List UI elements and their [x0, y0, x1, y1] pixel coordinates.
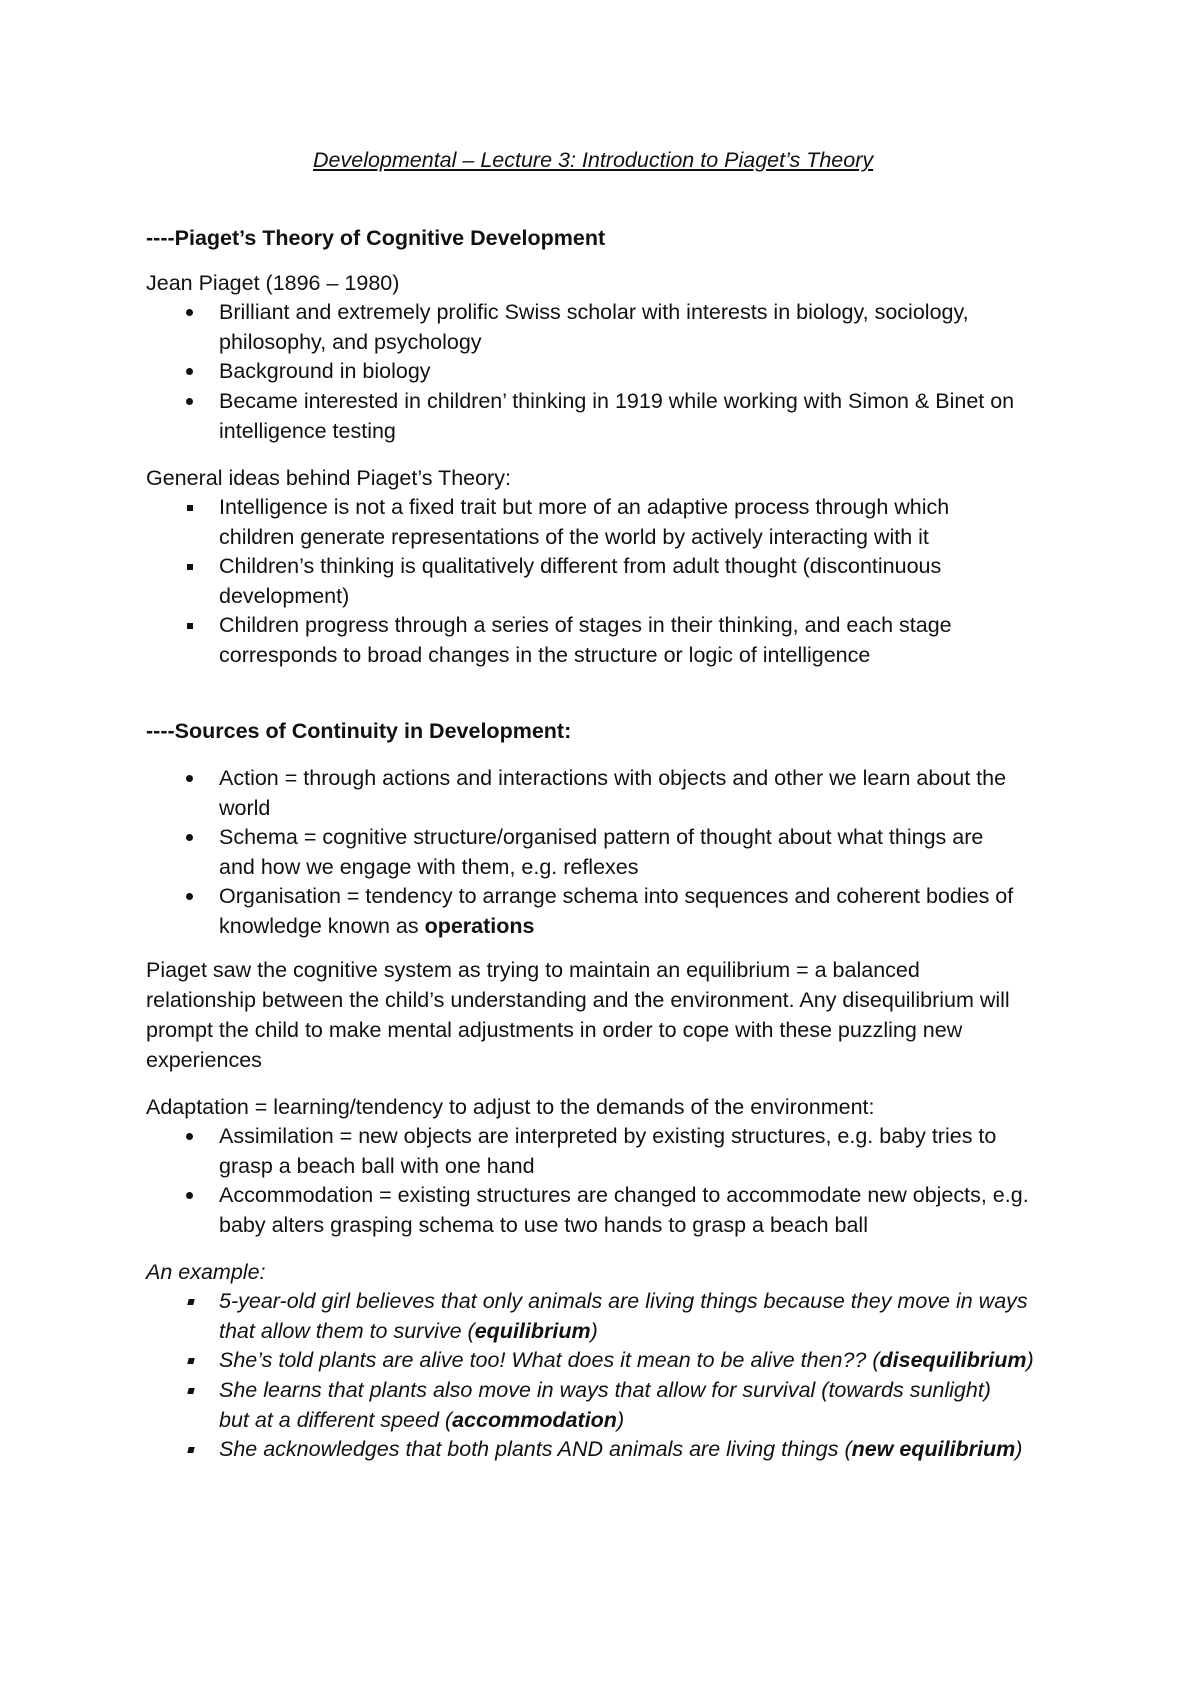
paragraph-line: prompt the child to make mental adjustments in order to cope with these puzzling new	[146, 1018, 963, 1042]
example-item: 5-year-old girl believes that only animals are living things because they move in ways	[219, 1289, 1028, 1313]
bullet-icon	[187, 1358, 194, 1364]
equilibrium-term: equilibrium	[474, 1319, 591, 1343]
list-item: Accommodation = existing structures are changed to accommodate new objects, e.g.	[219, 1183, 1029, 1207]
example-text: )	[1026, 1348, 1034, 1372]
example-text: She’s told plants are alive too! What does it mean to be alive then?? (	[219, 1348, 880, 1372]
bullet-icon	[187, 1447, 194, 1453]
example-text: She acknowledges that both plants AND animals are living things (	[219, 1437, 852, 1461]
new-equilibrium-term: new equilibrium	[851, 1437, 1016, 1461]
example-item: She learns that plants also move in ways that allow for survival (towards sunlight)	[219, 1378, 991, 1402]
list-item: Became interested in children’ thinking in 1919 while working with Simon & Binet on	[219, 389, 1015, 413]
list-item: Action = through actions and interactions with objects and other we learn about the	[219, 766, 1007, 790]
list-item-continued: children generate representations of the world by actively interacting with it	[219, 525, 929, 549]
bullet-icon	[186, 1192, 193, 1199]
bullet-icon	[187, 1388, 194, 1394]
paragraph-line: experiences	[146, 1048, 262, 1072]
bullet-icon	[186, 775, 193, 782]
example-item	[219, 1439, 1022, 1461]
adaptation-label: Adaptation = learning/tendency to adjust to the demands of the environment:	[146, 1095, 875, 1119]
list-item: Brilliant and extremely prolific Swiss scholar with interests in biology, sociology,	[219, 300, 969, 324]
accommodation-term: accommodation	[452, 1408, 617, 1432]
general-ideas-label: General ideas behind Piaget’s Theory:	[146, 466, 511, 490]
list-item-continued: and how we engage with them, e.g. reflexes	[219, 855, 639, 879]
bullet-icon	[186, 368, 193, 375]
list-item-continued: philosophy, and psychology	[219, 330, 482, 354]
example-item-continued	[219, 1410, 624, 1432]
list-item-continued: corresponds to broad changes in the structure or logic of intelligence	[219, 643, 871, 667]
list-item: Schema = cognitive structure/organised pattern of thought about what things are	[219, 825, 984, 849]
paragraph-line: Piaget saw the cognitive system as trying to maintain an equilibrium = a balanced	[146, 958, 920, 982]
list-item: Organisation = tendency to arrange schema into sequences and coherent bodies of	[219, 884, 1014, 908]
list-item-continued: development)	[219, 584, 350, 608]
example-text: that allow them to survive (	[219, 1319, 475, 1343]
example-text: but at a different speed (	[219, 1408, 453, 1432]
section-heading-continuity: ----Sources of Continuity in Development:	[146, 719, 572, 743]
list-item-continued: intelligence testing	[219, 419, 396, 443]
bullet-icon	[186, 309, 193, 316]
example-text: )	[590, 1319, 598, 1343]
list-item-continued	[219, 916, 534, 938]
list-item: Children progress through a series of stages in their thinking, and each stage	[219, 613, 952, 637]
operations-term: operations	[424, 914, 535, 938]
example-item	[219, 1350, 1034, 1372]
list-item-text: knowledge known as	[219, 914, 425, 938]
section-heading-theory: ----Piaget’s Theory of Cognitive Development	[146, 226, 606, 250]
list-item-continued: baby alters grasping schema to use two hands to grasp a beach ball	[219, 1213, 868, 1237]
list-item: Background in biology	[219, 359, 431, 383]
bullet-icon	[187, 623, 193, 629]
disequilibrium-term: disequilibrium	[879, 1348, 1027, 1372]
list-item-continued: grasp a beach ball with one hand	[219, 1154, 535, 1178]
bullet-icon	[187, 1299, 194, 1305]
example-item-continued	[219, 1321, 598, 1343]
bullet-icon	[186, 1133, 193, 1140]
paragraph-line: relationship between the child’s understanding and the environment. Any disequilibrium will	[146, 988, 1010, 1012]
bullet-icon	[187, 505, 193, 511]
page-title: Developmental – Lecture 3: Introduction to Piaget’s Theory	[313, 148, 874, 172]
person-name: Jean Piaget (1896 – 1980)	[146, 271, 400, 295]
example-label: An example:	[146, 1260, 266, 1284]
example-text: )	[1015, 1437, 1023, 1461]
bullet-icon	[186, 893, 193, 900]
bullet-icon	[187, 564, 193, 570]
list-item: Children’s thinking is qualitatively different from adult thought (discontinuous	[219, 554, 942, 578]
bullet-icon	[186, 834, 193, 841]
list-item: Intelligence is not a fixed trait but more of an adaptive process through which	[219, 495, 950, 519]
list-item-continued: world	[219, 796, 271, 820]
list-item: Assimilation = new objects are interpreted by existing structures, e.g. baby tries to	[219, 1124, 997, 1148]
example-text: )	[616, 1408, 625, 1432]
bullet-icon	[186, 398, 193, 405]
